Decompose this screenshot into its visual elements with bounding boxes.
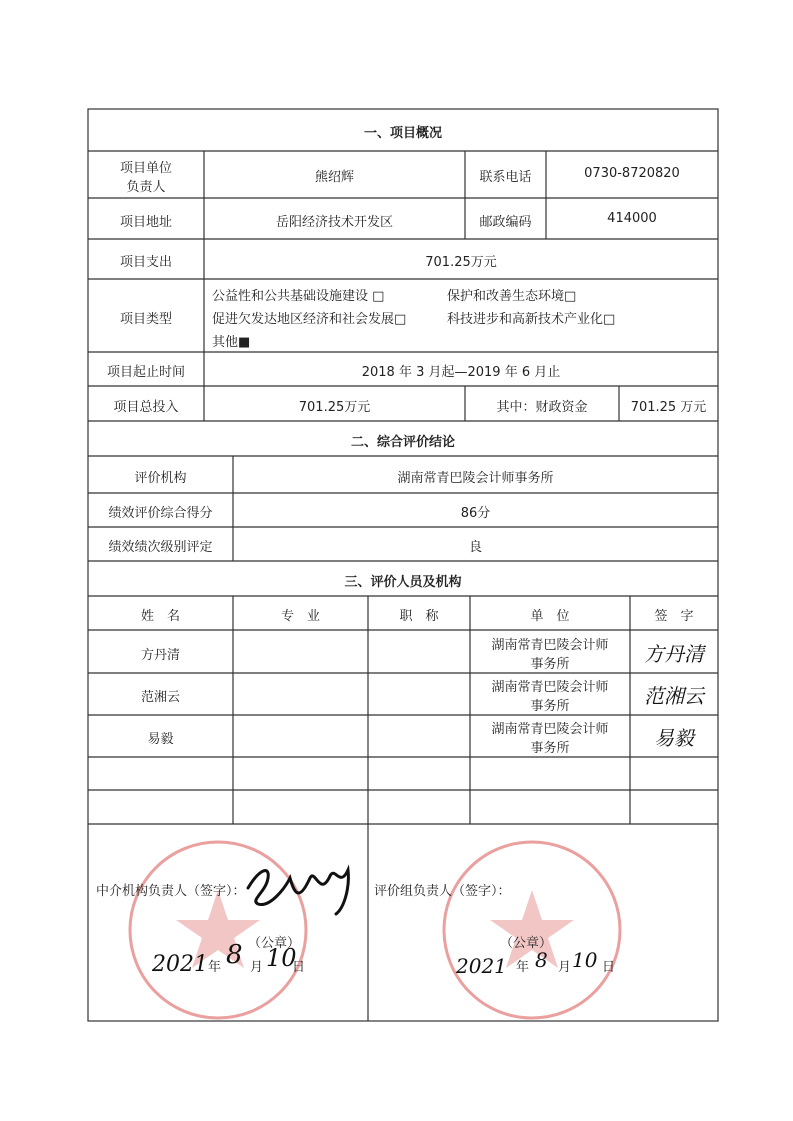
phone-label: 联系电话 bbox=[479, 170, 532, 185]
table-row-unit-line2: 事务所 bbox=[530, 657, 570, 672]
org-value: 湖南常青巴陵会计师事务所 bbox=[397, 471, 554, 486]
agency-head-signature bbox=[240, 848, 370, 918]
group-date-month: 8 bbox=[535, 948, 548, 972]
period-label: 项目起止时间 bbox=[106, 365, 185, 380]
expense-label: 项目支出 bbox=[119, 255, 172, 270]
group-date-year: 2021 bbox=[456, 954, 507, 978]
fiscal-label: 其中：财政资金 bbox=[496, 400, 588, 415]
agency-date-yue: 月 bbox=[250, 960, 264, 975]
type-option-other: 其他■ bbox=[212, 335, 251, 350]
postcode-label: 邮政编码 bbox=[479, 215, 532, 230]
table-row-unit-line1: 湖南常青巴陵会计师 bbox=[491, 680, 609, 695]
agency-date-nian: 年 bbox=[208, 960, 222, 975]
invest-value: 701.25万元 bbox=[298, 400, 371, 415]
section3-title: 三、评价人员及机构 bbox=[344, 575, 462, 590]
section1-title: 一、项目概况 bbox=[363, 126, 442, 141]
score-label: 绩效评价综合得分 bbox=[108, 506, 213, 521]
type-label: 项目类型 bbox=[119, 312, 172, 327]
signature-handwritten: 范湘云 bbox=[644, 684, 704, 708]
group-seal-label: （公章） bbox=[500, 936, 553, 951]
table-row-unit-line1: 湖南常青巴陵会计师 bbox=[491, 722, 609, 737]
section2-title: 二、综合评价结论 bbox=[350, 435, 455, 450]
grade-value: 良 bbox=[468, 540, 482, 555]
agency-date-month: 8 bbox=[226, 940, 243, 970]
group-date-nian: 年 bbox=[516, 960, 530, 975]
table-row-name: 方丹清 bbox=[140, 648, 180, 663]
table-row-name: 范湘云 bbox=[140, 690, 180, 705]
group-date-day: 10 bbox=[572, 948, 598, 972]
agency-head-label: 中介机构负责人（签字）： bbox=[96, 884, 246, 899]
score-value: 86分 bbox=[460, 506, 491, 521]
unit-head-label-line2: 负责人 bbox=[126, 180, 166, 195]
table-row-unit-line2: 事务所 bbox=[530, 699, 570, 714]
address-label: 项目地址 bbox=[119, 215, 172, 230]
header-unit: 单 位 bbox=[530, 609, 570, 624]
table-row-unit-line1: 湖南常青巴陵会计师 bbox=[491, 638, 609, 653]
table-row-name: 易毅 bbox=[147, 732, 174, 747]
type-option-public: 公益性和公共基础设施建设 □ bbox=[212, 289, 385, 304]
type-option-ecology: 保护和改善生态环境□ bbox=[447, 289, 577, 304]
group-date-yue: 月 bbox=[558, 960, 572, 975]
agency-date-year: 2021 bbox=[152, 952, 208, 977]
unit-head-label-line1: 项目单位 bbox=[119, 161, 172, 176]
header-name: 姓 名 bbox=[140, 609, 180, 624]
type-option-development: 促进欠发达地区经济和社会发展□ bbox=[212, 312, 407, 327]
signature-handwritten: 易毅 bbox=[654, 726, 694, 750]
group-head-label: 评价组负责人（签字）： bbox=[374, 884, 511, 899]
expense-value: 701.25万元 bbox=[425, 255, 497, 270]
header-signature: 签 字 bbox=[654, 609, 694, 624]
unit-head-value: 熊绍辉 bbox=[314, 170, 354, 185]
org-label: 评价机构 bbox=[134, 471, 187, 486]
header-major: 专 业 bbox=[280, 609, 320, 624]
grade-label: 绩效绩次级别评定 bbox=[108, 540, 213, 555]
company-seal-right bbox=[432, 830, 632, 1030]
type-option-technology: 科技进步和高新技术产业化□ bbox=[447, 312, 616, 327]
invest-label: 项目总投入 bbox=[113, 400, 179, 415]
header-title: 职 称 bbox=[399, 609, 439, 624]
table-row-unit-line2: 事务所 bbox=[530, 741, 570, 756]
agency-seal-label: （公章） bbox=[248, 936, 301, 951]
agency-date-day: 10 bbox=[266, 944, 297, 972]
period-value: 2018 年 3 月起—2019 年 6 月止 bbox=[361, 365, 561, 380]
fiscal-value: 701.25 万元 bbox=[630, 400, 707, 415]
agency-date-ri: 日 bbox=[292, 960, 306, 975]
address-value: 岳阳经济技术开发区 bbox=[275, 215, 393, 230]
signature-handwritten: 方丹清 bbox=[644, 642, 704, 666]
group-date-ri: 日 bbox=[602, 960, 616, 975]
phone-value: 0730-8720820 bbox=[584, 166, 680, 181]
postcode-value: 414000 bbox=[607, 211, 657, 226]
